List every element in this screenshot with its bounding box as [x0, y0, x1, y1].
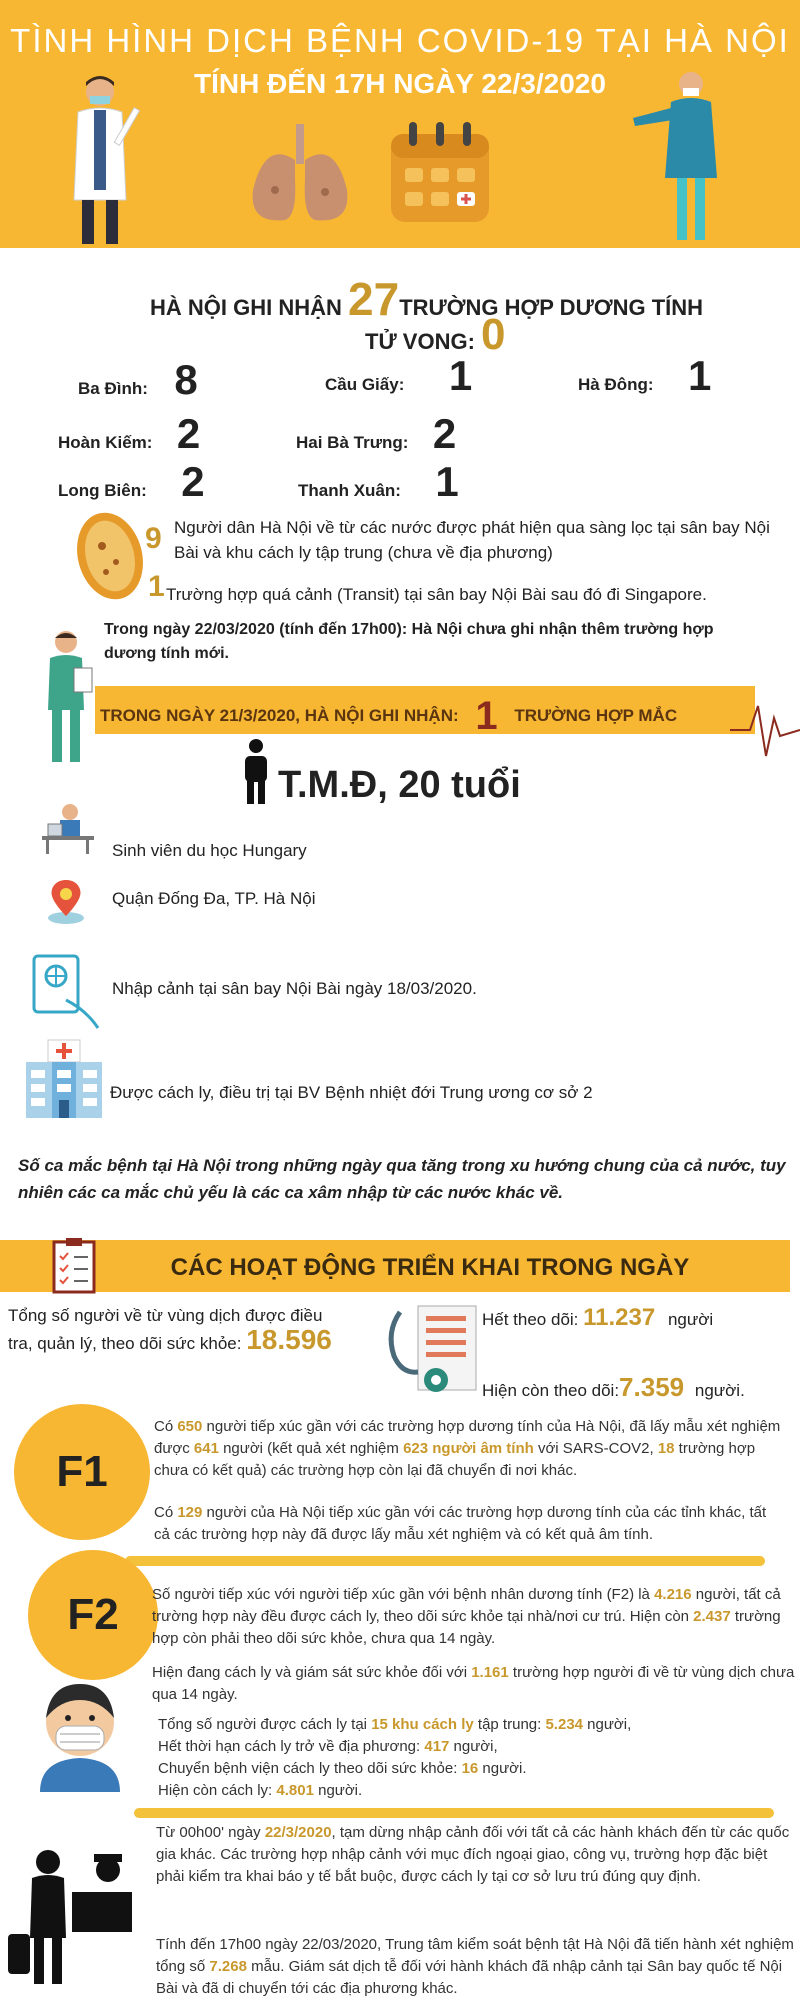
lungs-icon	[245, 120, 355, 230]
district-count: 1	[688, 352, 712, 399]
page-subtitle: TÍNH ĐẾN 17H NGÀY 22/3/2020	[194, 68, 606, 99]
isolation-line-4: Hiện còn cách ly: 4.801 người.	[158, 1782, 363, 1799]
district-count: 2	[432, 410, 457, 457]
f2-badge: F2	[28, 1550, 158, 1680]
district-label: Cầu Giấy:	[325, 375, 405, 394]
today-note: Trong ngày 22/03/2020 (tính đến 17h00): Hà Nội chưa ghi nhận thêm trường hợp dương tính mới.	[104, 621, 714, 662]
student-desk-icon	[38, 800, 98, 856]
f1-paragraph-2: Có 129 người của Hà Nội tiếp xúc gần với các trường hợp dương tính của các tỉnh khác, tất cả các trường hợp này đã được lấy mẫu xét nghiệm và có kết quả âm tính.	[154, 1504, 767, 1543]
masked-person-icon	[30, 1674, 130, 1792]
finished-label: Hết theo dõi:	[482, 1310, 579, 1329]
district-ha-dong	[578, 352, 711, 400]
district-label: Hai Bà Trưng:	[296, 433, 409, 452]
district-hoan-kiem	[58, 410, 200, 458]
brush-divider	[125, 1556, 765, 1566]
district-count: 2	[181, 458, 205, 505]
heartbeat-icon	[730, 686, 800, 774]
isolation-line-2: Hết thời hạn cách ly trở về địa phương: 417 người,	[158, 1738, 498, 1755]
new-case-banner-text	[100, 694, 677, 739]
checklist-icon	[52, 1238, 96, 1294]
passport-control-icon	[8, 1838, 134, 1988]
isolation-intro: Hiện đang cách ly và giám sát sức khỏe đối với 1.161 trường hợp người đi về từ vùng dịch chưa qua 14 ngày.	[152, 1664, 795, 1703]
district-count: 8	[174, 356, 198, 403]
isolation-line-1: Tổng số người được cách ly tại 15 khu cách ly tập trung: 5.234 người,	[158, 1716, 632, 1733]
current-value: 7.359	[619, 1372, 685, 1402]
passport-scan-icon	[26, 950, 102, 1030]
medical-records-icon	[378, 1302, 482, 1402]
isolation-line-3: Chuyển bệnh viện cách ly theo dõi sức khỏe: 16 người.	[158, 1760, 527, 1777]
brush-divider	[134, 1808, 774, 1818]
entry-paragraph-2: Tính đến 17h00 ngày 22/03/2020, Trung tâm kiểm soát bệnh tật Hà Nội đã tiến hành xét nghiệm tổng số 7.268 mẫu. Giám sát dịch tễ đối với hành khách đã nhập cảnh tại Sân bay quốc tế Nội Bài và đã di chuyển tới các địa phương khác.	[156, 1936, 794, 1997]
transit-text: Trường hợp quá cảnh (Transit) tại sân bay Nội Bài sau đó đi Singapore.	[166, 585, 707, 604]
activities-title: CÁC HOẠT ĐỘNG TRIỂN KHAI TRONG NGÀY	[170, 1254, 690, 1281]
doctor-clipboard-illustration	[38, 628, 98, 768]
person-icon	[240, 738, 272, 804]
district-label: Ba Đình:	[78, 379, 148, 398]
deaths-label: TỬ VONG:	[365, 329, 475, 354]
district-ba-dinh	[78, 356, 198, 404]
district-thanh-xuan	[298, 458, 459, 506]
deaths-count: 0	[481, 310, 506, 359]
isolation-list	[158, 1714, 788, 1802]
total-tracked-label: Tổng số người về từ vùng dịch được điều tra, quản lý, theo dõi sức khỏe:	[8, 1306, 323, 1353]
district-label: Hoàn Kiếm:	[58, 433, 153, 452]
district-label: Long Biên:	[58, 481, 147, 500]
current-unit: người.	[694, 1381, 745, 1400]
finished-tracking	[482, 1304, 713, 1332]
medic-illustration	[625, 68, 735, 248]
banner-prefix: TRONG NGÀY 21/3/2020, HÀ NỘI GHI NHẬN:	[100, 706, 459, 725]
doctor-illustration	[60, 70, 150, 248]
total-tracked	[8, 1304, 338, 1356]
patient-name: T.M.Đ, 20 tuổi	[278, 764, 521, 806]
f1-paragraph-1: Có 650 người tiếp xúc gần với các trường hợp dương tính của Hà Nội, đã lấy mẫu xét nghiệm được 641 người (kết quả xét nghiệm 623 người âm tính với SARS-COV2, 18 trường hợp chưa có kết quả) các trường hợp còn lại đã chuyển đi nơi khác.	[154, 1418, 781, 1479]
district-label: Thanh Xuân:	[298, 481, 401, 500]
calendar-icon	[385, 118, 495, 228]
header-banner	[0, 0, 800, 248]
finished-value: 11.237	[583, 1304, 656, 1331]
f2-paragraph: Số người tiếp xúc với người tiếp xúc gần với bệnh nhân dương tính (F2) là 4.216 người, tất cả trường hợp này đều được cách ly, theo dõi sức khỏe tại nhà/nơi cư trú. Hiện còn 2.437 trường hợp còn phải theo dõi sức khỏe, chưa qua 14 ngày.	[152, 1586, 781, 1647]
finished-unit: người	[667, 1310, 714, 1329]
virus-icon	[70, 506, 150, 606]
total-tracked-value: 18.596	[246, 1324, 332, 1355]
district-cau-giay	[325, 352, 472, 400]
screening-count: 9	[145, 522, 162, 555]
transit-count: 1	[148, 570, 165, 603]
conclusion-text: Số ca mắc bệnh tại Hà Nội trong những ngày qua tăng trong xu hướng chung của cả nước, tuy nhiên các ca mắc chủ yếu là các ca xâm nhập từ các nước khác về.	[18, 1156, 786, 1202]
district-hai-ba-trung	[296, 410, 456, 458]
hospital-icon	[22, 1038, 106, 1120]
location-pin-icon	[44, 876, 88, 926]
entry-paragraph-1: Từ 00h00' ngày 22/3/2020, tạm dừng nhập cảnh đối với tất cả các hành khách đến từ các quốc gia khác. Các trường hợp nhập cảnh với mục đích ngoại giao, công vụ, trường hợp đặc biệt phải kiểm tra khai báo y tế bắt buộc, được cách ly tại cơ sở lưu trú đúng quy định.	[156, 1824, 790, 1885]
patient-detail-treatment: Được cách ly, điều trị tại BV Bệnh nhiệt đới Trung ương cơ sở 2	[110, 1083, 593, 1102]
current-label: Hiện còn theo dõi:	[482, 1381, 620, 1400]
f1-badge: F1	[14, 1404, 150, 1540]
district-count: 1	[435, 458, 459, 505]
current-tracking	[482, 1372, 745, 1403]
positive-count: 27	[348, 273, 400, 325]
positive-prefix: HÀ NỘI GHI NHẬN	[150, 295, 342, 320]
district-count: 2	[176, 410, 201, 457]
patient-detail-address: Quận Đống Đa, TP. Hà Nội	[112, 889, 316, 908]
screening-text: Người dân Hà Nội về từ các nước được phát hiện qua sàng lọc tại sân bay Nội Bài và khu cách ly tập trung (chưa về địa phương)	[174, 518, 770, 562]
patient-detail-entry: Nhập cảnh tại sân bay Nội Bài ngày 18/03/2020.	[112, 979, 477, 998]
district-label: Hà Đông:	[578, 375, 654, 394]
positive-suffix: TRƯỜNG HỢP DƯƠNG TÍNH	[399, 295, 704, 320]
patient-detail-occupation: Sinh viên du học Hungary	[112, 841, 307, 860]
page-title: TÌNH HÌNH DỊCH BỆNH COVID-19 TẠI HÀ NỘI	[10, 22, 790, 59]
district-long-bien	[58, 458, 205, 506]
district-count: 1	[448, 352, 473, 399]
banner-count: 1	[475, 694, 498, 738]
banner-suffix: TRƯỜNG HỢP MẮC	[514, 706, 678, 725]
